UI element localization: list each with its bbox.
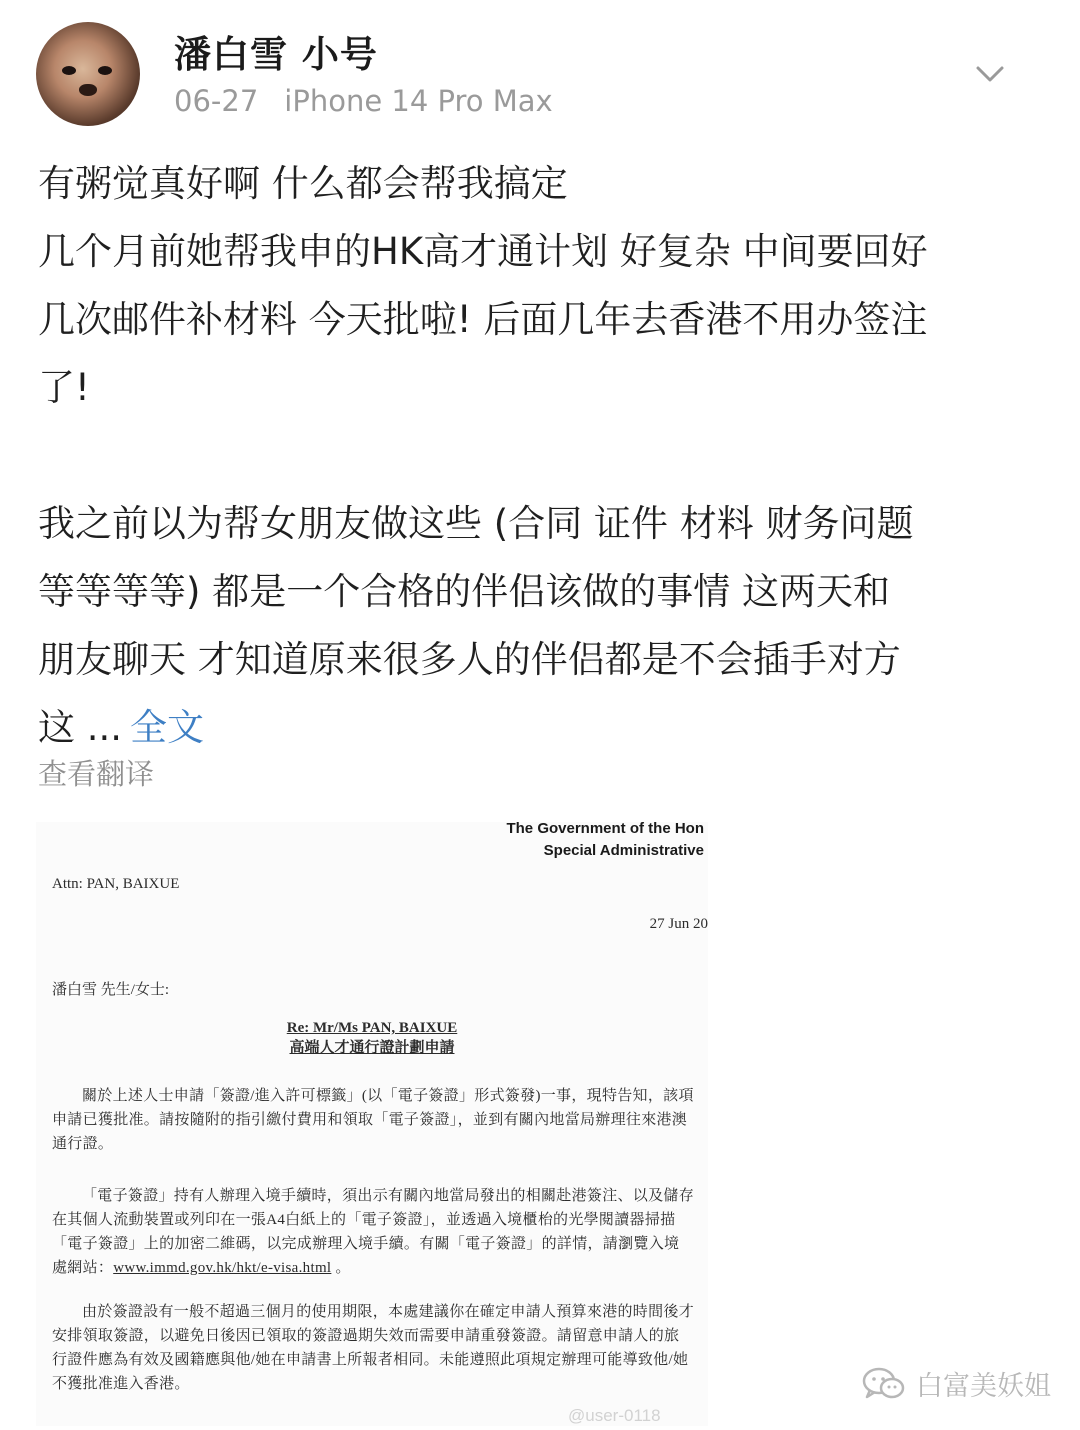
- doc-paragraph: [52, 1184, 694, 1280]
- chevron-down-icon[interactable]: [972, 56, 1008, 92]
- post-line-last: [38, 694, 1048, 762]
- weibo-watermark: @user-0118: [568, 1406, 661, 1425]
- full-text-link[interactable]: 全文: [130, 706, 205, 749]
- doc-subject: [36, 1018, 708, 1058]
- post-line: 等等等等) 都是一个合格的伴侣该做的事情 这两天和: [38, 570, 890, 613]
- post-device: iPhone 14 Pro Max: [284, 84, 553, 118]
- doc-link: www.immd.gov.hk/hkt/e-visa.html: [113, 1260, 332, 1276]
- avatar-eye: [98, 66, 112, 75]
- avatar[interactable]: [36, 22, 140, 126]
- doc-subject-line: Re: Mr/Ms PAN, BAIXUE: [286, 1020, 458, 1036]
- doc-paragraph-text: 。: [331, 1260, 351, 1276]
- doc-paragraph-text: 「電子簽證」持有人辦理入境手續時，須出示有關內地當局發出的相關赴港簽注、以及儲存在其個人流動裝置或列印在一張A4白紙上的「電子簽證」，並透過入境櫃枱的光學閱讀器掃描「電子簽證」上的加密二維碼，以完成辦理入境手續。有關「電子簽證」的詳情，請瀏覽入境處網站：: [52, 1188, 695, 1276]
- post-body: [38, 150, 1048, 762]
- doc-letterhead: [506, 822, 704, 862]
- avatar-eye: [62, 66, 76, 75]
- doc-subject-line: 高端人才通行證計劃申請: [289, 1040, 455, 1056]
- post-line: 了!: [38, 366, 90, 409]
- post-line: 几次邮件补材料 今天批啦! 后面几年去香港不用办签注: [38, 298, 928, 341]
- post-line: 几个月前她帮我申的HK高才通计划 好复杂 中间要回好: [38, 230, 928, 273]
- post-line: 朋友聊天 才知道原来很多人的伴侣都是不会插手对方: [38, 638, 901, 681]
- post-line: 这 ...: [38, 706, 123, 749]
- avatar-nose: [79, 84, 97, 96]
- doc-paragraph: 由於簽證設有一般不超過三個月的使用期限，本處建議你在確定申請人預算來港的時間後才安排領取簽證，以避免日後因已領取的簽證過期失效而需要申請重發簽證。請留意申請人的旅行證件應為有效及國籍應與他/她在申請書上所報者相同。未能遵照此項規定辦理可能導致他/她不獲批准進入香港。: [52, 1304, 695, 1392]
- doc-paragraph: 關於上述人士申請「簽證/進入許可標籤」(以「電子簽證」形式簽發)一事，現特告知，該項申請已獲批准。請按隨附的指引繳付費用和領取「電子簽證」，並到有關內地當局辦理往來港澳通行證。: [52, 1088, 694, 1152]
- translate-link[interactable]: 查看翻译: [38, 757, 155, 791]
- attached-document-image[interactable]: [36, 822, 708, 1426]
- watermark-text: 白富美妖姐: [916, 1371, 1051, 1402]
- doc-letterhead-line: Special Administrative: [543, 842, 704, 859]
- post-meta: [174, 84, 553, 118]
- doc-salutation: 潘白雪 先生/女士:: [52, 982, 170, 998]
- post-line: 我之前以为帮女朋友做这些 (合同 证件 材料 财务问题: [38, 502, 914, 545]
- wechat-icon: [862, 1366, 906, 1402]
- doc-attn: Attn: PAN, BAIXUE: [52, 876, 180, 892]
- doc-date: 27 Jun 20: [649, 916, 708, 932]
- doc-letterhead-line: The Government of the Hon: [506, 822, 704, 837]
- post-line: 有粥觉真好啊 什么都会帮我搞定: [38, 162, 568, 205]
- username[interactable]: 潘白雪 小号: [174, 33, 378, 76]
- account-watermark: [862, 1364, 1051, 1403]
- post-date: 06-27: [174, 84, 259, 118]
